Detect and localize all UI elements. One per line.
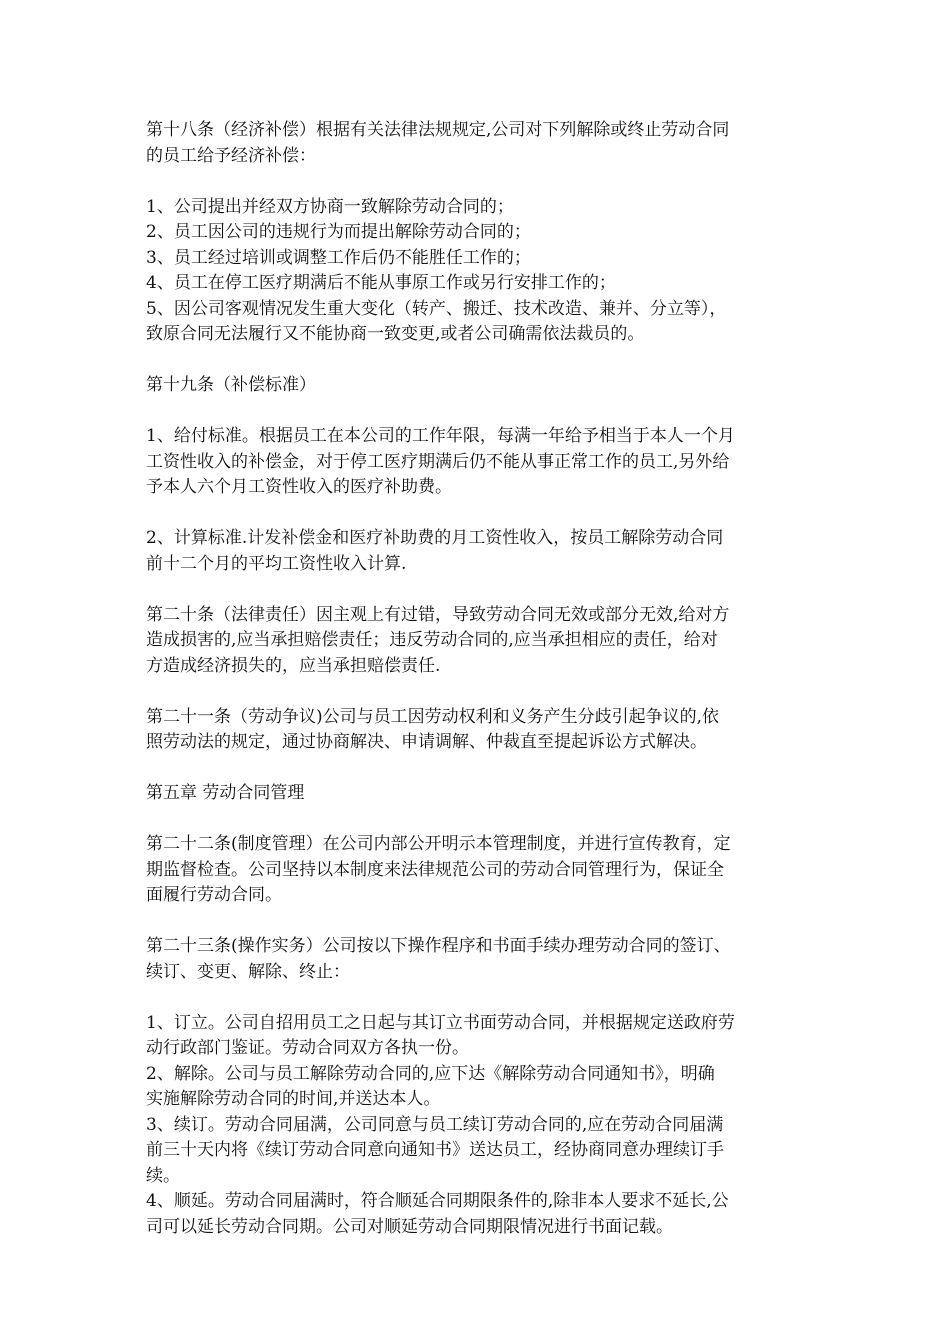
text-line: 司可以延长劳动合同期。公司对顺延劳动合同期限情况进行书面记载。 xyxy=(146,1216,673,1237)
text-line: 1、订立。公司自招用员工之日起与其订立书面劳动合同，并根据规定送政府劳 xyxy=(146,1012,735,1033)
text-line: 2、解除。公司与员工解除劳动合同的,应下达《解除劳动合同通知书》，明确 xyxy=(146,1063,715,1084)
paragraph xyxy=(146,424,818,501)
text-line: 实施解除劳动合同的时间,并送达本人。 xyxy=(146,1089,441,1109)
text-line: 前三十天内将《续订劳动合同意向通知书》送达员工，经协商同意办理续订手 xyxy=(146,1140,724,1160)
paragraph xyxy=(146,934,818,985)
text-line: 4、顺延。劳动合同届满时，符合顺延合同期限条件的,除非本人要求不延长,公 xyxy=(146,1191,729,1211)
text-line: 予本人六个月工资性收入的医疗补助费。 xyxy=(146,477,452,497)
text-line: 第二十一条（劳动争议)公司与员工因劳动权利和义务产生分歧引起争议的,依 xyxy=(146,706,720,727)
text-line: 第二十条（法律责任）因主观上有过错，导致劳动合同无效或部分无效,给对方 xyxy=(146,604,730,625)
text-line: 续。 xyxy=(146,1165,180,1186)
paragraph xyxy=(146,526,818,577)
text-line: 4、员工在停工医疗期满后不能从事原工作或另行安排工作的； xyxy=(146,273,616,293)
text-line: 期监督检查。公司坚持以本制度来法律规范公司的劳动合同管理行为，保证全 xyxy=(146,859,724,880)
text-line: 面履行劳动合同。 xyxy=(146,885,282,905)
text-line: 照劳动法的规定，通过协商解决、申请调解、仲裁直至提起诉讼方式解决。 xyxy=(146,732,707,752)
text-line: 致原合同无法履行又不能协商一致变更,或者公司确需依法裁员的。 xyxy=(146,324,645,344)
text-line: 工资性收入的补偿金，对于停工医疗期满后仍不能从事正常工作的员工,另外给 xyxy=(146,451,730,472)
paragraph xyxy=(146,781,818,807)
paragraph xyxy=(146,705,818,756)
text-line: 3、员工经过培训或调整工作后仍不能胜任工作的； xyxy=(146,247,531,268)
text-line: 2、计算标准.计发补偿金和医疗补助费的月工资性收入，按员工解除劳动合同 xyxy=(146,528,724,548)
paragraph xyxy=(146,195,818,348)
text-line: 2、员工因公司的违规行为而提出解除劳动合同的； xyxy=(146,222,531,242)
text-line: 1、给付标准。根据员工在本公司的工作年限，每满一年给予相当于本人一个月 xyxy=(146,426,735,446)
paragraph xyxy=(146,1011,818,1241)
text-line: 前十二个月的平均工资性收入计算. xyxy=(146,553,407,574)
paragraph xyxy=(146,118,818,169)
text-line: 1、公司提出并经双方协商一致解除劳动合同的； xyxy=(146,196,514,217)
document-page xyxy=(146,118,818,1266)
text-line: 的员工给予经济补偿： xyxy=(146,145,316,166)
text-line: 第十九条（补偿标准） xyxy=(146,375,316,395)
text-line: 5、因公司客观情况发生重大变化（转产、搬迁、技术改造、兼并、分立等）， xyxy=(146,298,727,319)
text-line: 第二十二条(制度管理）在公司内部公开明示本管理制度，并进行宣传教育，定 xyxy=(146,834,731,854)
text-line: 3、续订。劳动合同届满，公司同意与员工续订劳动合同的,应在劳动合同届满 xyxy=(146,1114,724,1135)
text-line: 造成损害的,应当承担赔偿责任；违反劳动合同的,应当承担相应的责任，给对 xyxy=(146,630,718,650)
text-line: 第二十三条(操作实务）公司按以下操作程序和书面手续办理劳动合同的签订、 xyxy=(146,936,731,956)
text-line: 第五章 劳动合同管理 xyxy=(146,783,305,803)
text-line: 续订、变更、解除、终止： xyxy=(146,961,350,982)
text-line: 第十八条（经济补偿）根据有关法律法规规定,公司对下列解除或终止劳动合同 xyxy=(146,120,730,140)
text-line: 方造成经济损失的，应当承担赔偿责任. xyxy=(146,655,441,676)
text-line: 动行政部门鉴证。劳动合同双方各执一份。 xyxy=(146,1038,469,1058)
paragraph xyxy=(146,832,818,909)
paragraph xyxy=(146,603,818,680)
paragraph xyxy=(146,373,818,399)
